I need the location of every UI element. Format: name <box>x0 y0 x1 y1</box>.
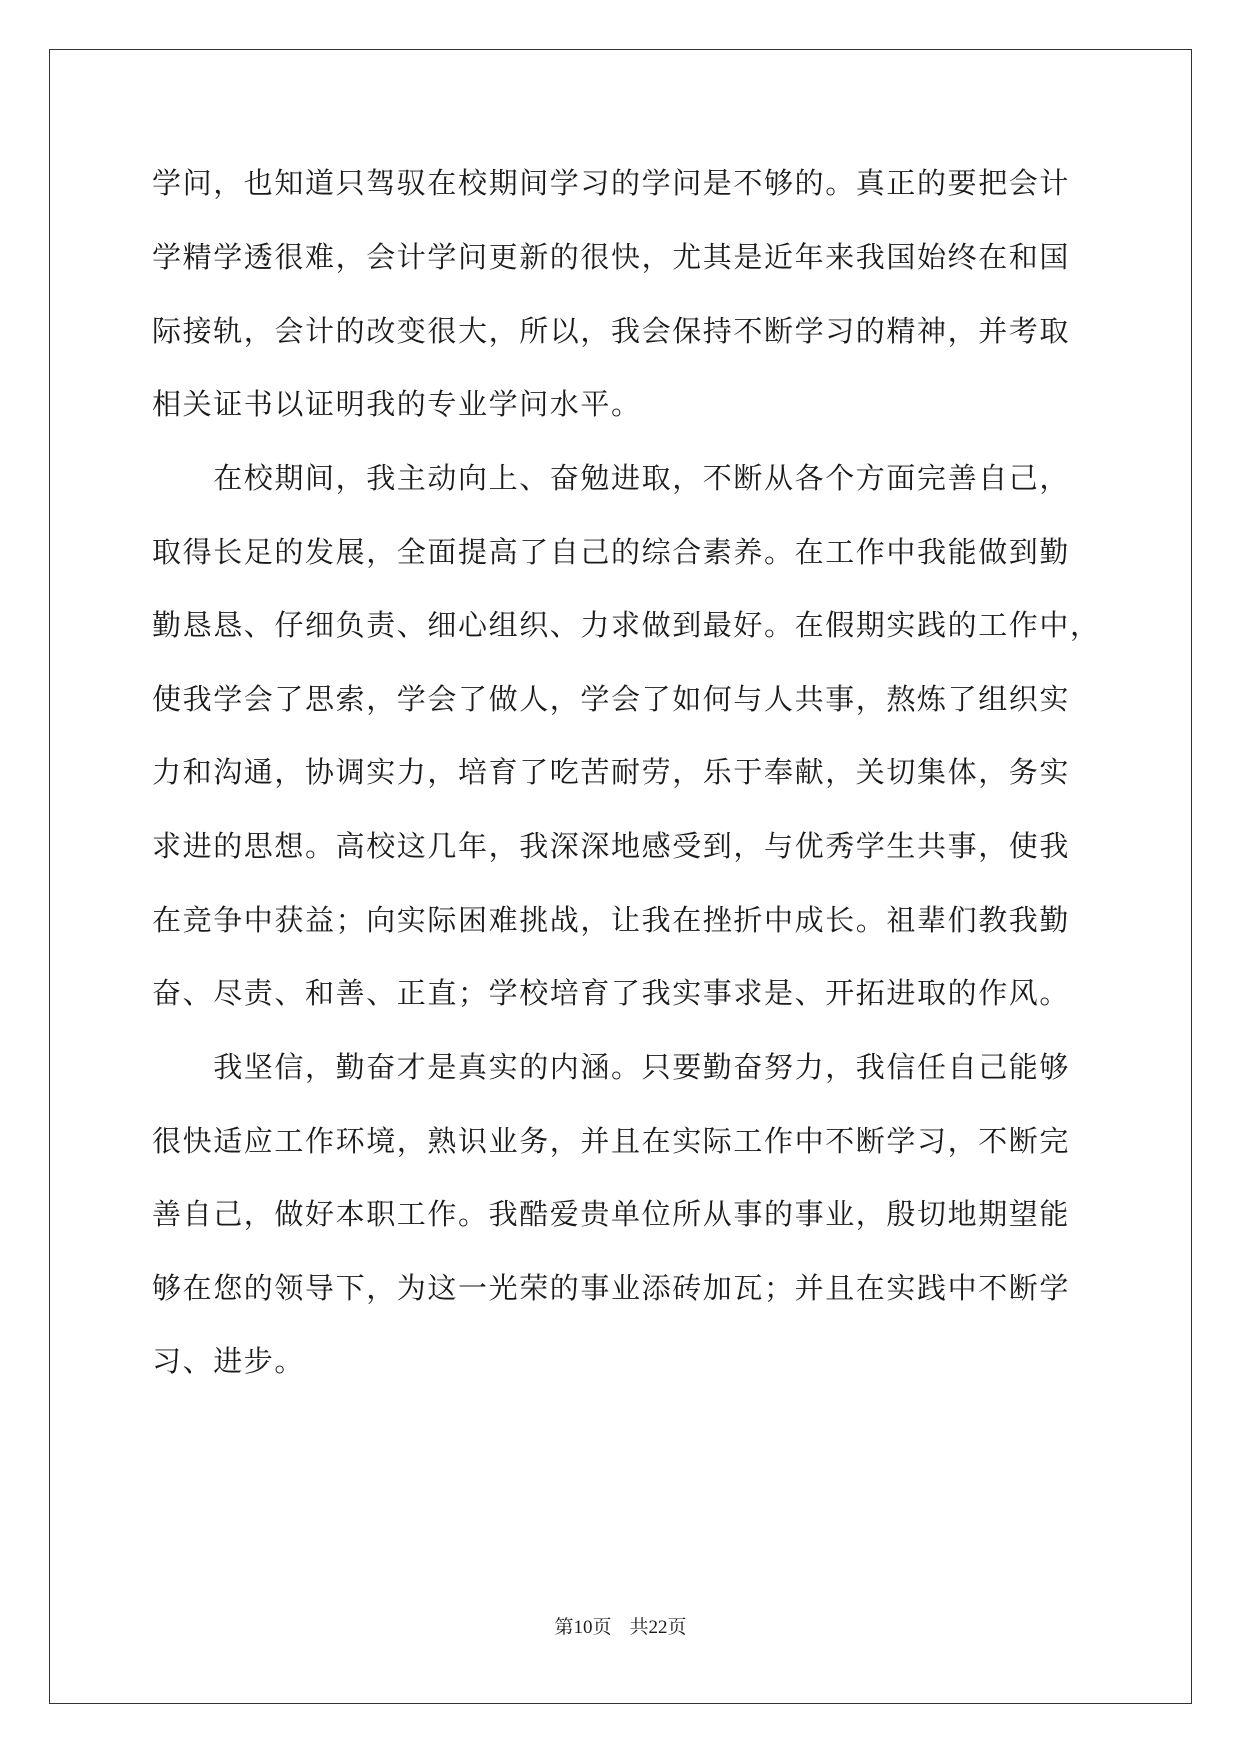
text-line: 学问，也知道只驾驭在校期间学习的学问是不够的。真正的要把会计 <box>152 166 1071 200</box>
text-line: 在校期间，我主动向上、奋勉进取，不断从各个方面完善自己， <box>152 461 1071 495</box>
page-border <box>49 49 1192 1704</box>
text-line: 使我学会了思索，学会了做人，学会了如何与人共事，熬炼了组织实 <box>152 682 1071 716</box>
text-line: 在竞争中获益；向实际困难挑战，让我在挫折中成长。祖辈们教我勤 <box>152 903 1071 937</box>
text-line: 我坚信，勤奋才是真实的内涵。只要勤奋努力，我信任自己能够 <box>152 1050 1071 1084</box>
text-line: 善自己，做好本职工作。我酷爱贵单位所从事的事业，殷切地期望能 <box>152 1197 1071 1231</box>
page-number: 10 <box>573 1617 593 1638</box>
total-prefix: 共 <box>629 1616 649 1638</box>
text-line: 够在您的领导下，为这一光荣的事业添砖加瓦；并且在实践中不断学 <box>152 1271 1071 1305</box>
text-line: 际接轨，会计的改变很大，所以，我会保持不断学习的精神，并考取 <box>152 314 1071 348</box>
page-unit: 页 <box>592 1616 612 1638</box>
text-line: 习、进步。 <box>152 1344 306 1378</box>
text-line: 求进的思想。高校这几年，我深深地感受到，与优秀学生共事，使我 <box>152 829 1071 863</box>
text-line: 勤恳恳、仔细负责、细心组织、力求做到最好。在假期实践的工作中， <box>152 608 1101 642</box>
text-line: 力和沟通，协调实力，培育了吃苦耐劳，乐于奉献，关切集体，务实 <box>152 755 1071 789</box>
text-line: 奋、尽责、和善、正直；学校培育了我实事求是、开拓进取的作风。 <box>152 976 1071 1010</box>
total-pages: 22 <box>648 1617 668 1638</box>
total-unit: 页 <box>667 1616 687 1638</box>
page-footer <box>0 1614 1241 1641</box>
text-line: 很快适应工作环境，熟识业务，并且在实际工作中不断学习，不断完 <box>152 1124 1071 1158</box>
text-line: 学精学透很难，会计学问更新的很快，尤其是近年来我国始终在和国 <box>152 240 1071 274</box>
page-prefix: 第 <box>554 1616 574 1638</box>
text-line: 取得长足的发展，全面提高了自己的综合素养。在工作中我能做到勤 <box>152 535 1071 569</box>
text-line: 相关证书以证明我的专业学问水平。 <box>152 387 642 421</box>
